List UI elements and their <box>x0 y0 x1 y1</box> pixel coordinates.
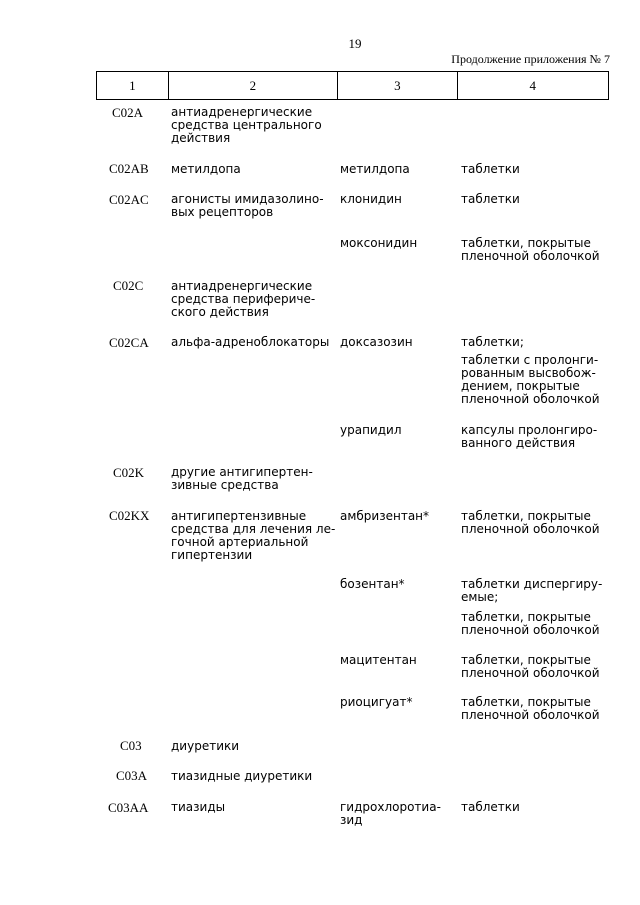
header-col-1: 1 <box>97 72 169 99</box>
header-col-2: 2 <box>169 72 338 99</box>
row-code: C02KX <box>109 508 150 523</box>
row-form-alt: таблетки с пролонги- рованным высвобож- дением, покрытые пленочной оболочкой <box>461 353 600 406</box>
row-form: таблетки <box>461 800 520 814</box>
row-drug: моксонидин <box>340 236 418 250</box>
row-drug: доксазозин <box>340 335 413 349</box>
row-group: антигипертензивные средства для лечения ле- гочной артериальной гипертензии <box>171 509 336 562</box>
row-group: другие антигипертен- зивные средства <box>171 465 313 492</box>
row-code: C03 <box>120 738 142 753</box>
row-group: антиадренергические средства перифериче- ского действия <box>171 279 316 319</box>
row-group: антиадренергические средства центрального действия <box>171 105 322 145</box>
row-code: C02K <box>113 465 145 480</box>
row-group: диуретики <box>171 739 240 753</box>
row-form-alt: таблетки, покрытые пленочной оболочкой <box>461 610 600 637</box>
row-code: C02C <box>113 278 144 293</box>
row-drug: риоцигуат* <box>340 695 413 709</box>
row-code: C02CA <box>109 335 149 350</box>
header-col-3: 3 <box>338 72 458 99</box>
row-group: агонисты имидазолино- вых рецепторов <box>171 192 324 219</box>
header-col-4: 4 <box>529 77 537 93</box>
row-drug: гидрохлоротиа- зид <box>340 800 441 827</box>
row-code: C02AC <box>109 192 149 207</box>
row-group: тиазидные диуретики <box>171 769 313 783</box>
row-code: C03A <box>116 768 148 783</box>
row-form: таблетки; <box>461 335 524 349</box>
row-form: таблетки, покрытые пленочной оболочкой <box>461 236 600 263</box>
row-code: C02AB <box>109 161 149 176</box>
row-group: метилдопа <box>171 162 241 176</box>
row-group: тиазиды <box>171 800 226 814</box>
row-form: таблетки, покрытые пленочной оболочкой <box>461 653 600 680</box>
row-form: таблетки диспергиру- емые; <box>461 577 603 604</box>
row-form: таблетки, покрытые пленочной оболочкой <box>461 695 600 722</box>
row-form: таблетки <box>461 162 520 176</box>
row-drug: амбризентан* <box>340 509 430 523</box>
row-drug: бозентан* <box>340 577 405 591</box>
row-drug: клонидин <box>340 192 402 206</box>
row-drug: урапидил <box>340 423 402 437</box>
table-header <box>96 71 609 100</box>
row-drug: метилдопа <box>340 162 410 176</box>
row-form: таблетки, покрытые пленочной оболочкой <box>461 509 600 536</box>
page-number: 19 <box>348 36 362 51</box>
row-code: C03AA <box>108 800 149 815</box>
row-drug: мацитентан <box>340 653 417 667</box>
row-form: таблетки <box>461 192 520 206</box>
row-code: C02A <box>112 105 144 120</box>
continuation-note: Продолжение приложения № 7 <box>451 52 610 66</box>
row-group: альфа-адреноблокаторы <box>171 335 330 349</box>
row-form: капсулы пролонгиро- ванного действия <box>461 423 598 450</box>
